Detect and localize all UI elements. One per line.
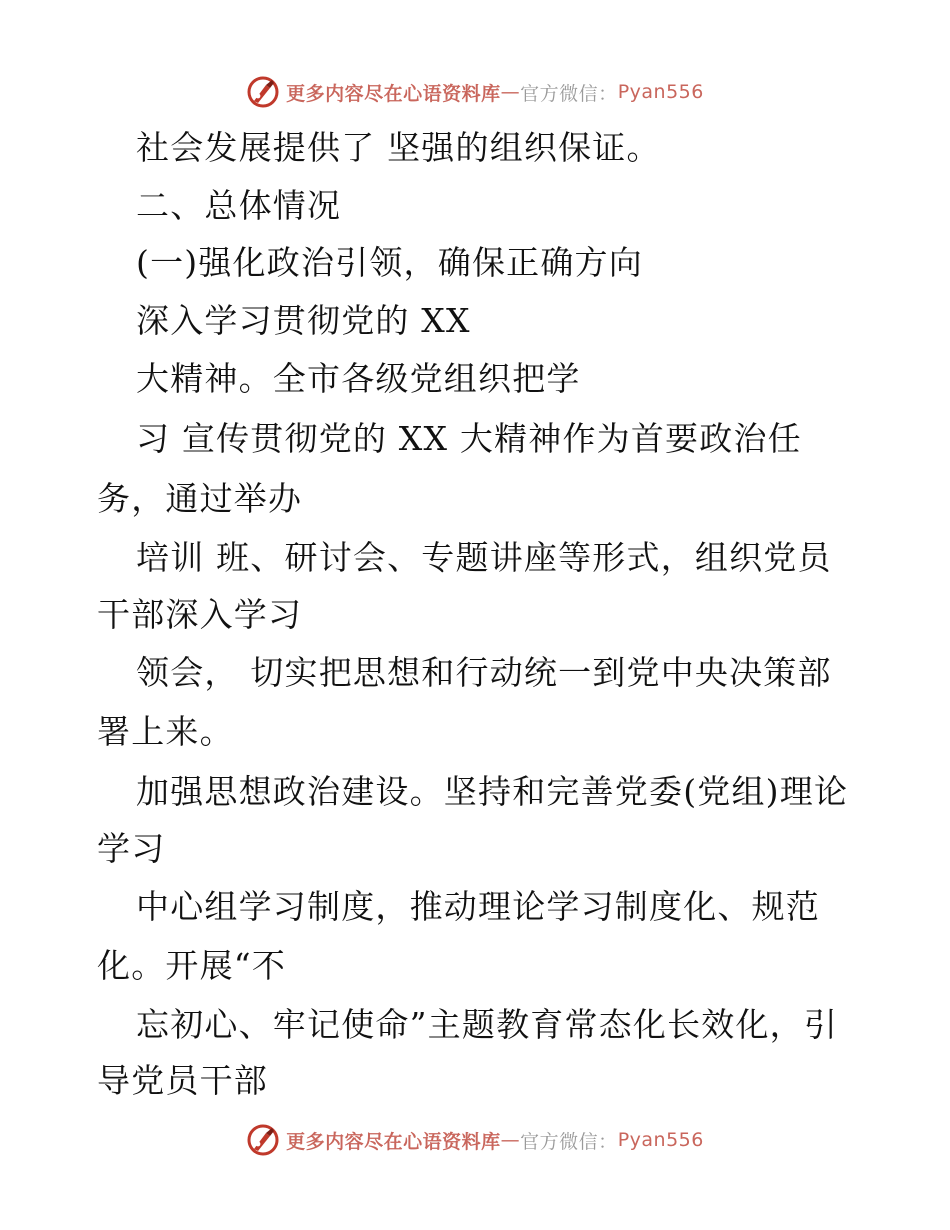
watermark-separator: —	[500, 81, 521, 103]
text-line: 忘初心、牢记使命”主题教育常态化长效化，引	[136, 1005, 839, 1044]
brand-logo-icon	[246, 1123, 280, 1157]
text-line: 务，通过举办	[97, 479, 303, 518]
text-line: 领会， 切实把思想和行动统一到党中央决策部	[136, 653, 832, 692]
text-line: 干部深入学习	[97, 595, 303, 634]
watermark-brand: 更多内容尽在心语资料库	[286, 1130, 501, 1153]
watermark-account: Pyan556	[617, 1129, 704, 1151]
watermark-label: 官方微信：	[520, 1130, 618, 1153]
subsection-heading: (一)强化政治引领，确保正确方向	[136, 243, 643, 282]
watermark-separator: —	[500, 1129, 521, 1151]
text-line: 学习	[97, 829, 166, 868]
section-heading: 二、总体情况	[136, 186, 342, 225]
text-line: 社会发展提供了 坚强的组织保证。	[136, 128, 661, 167]
text-line: 习 宣传贯彻党的 XX 大精神作为首要政治任	[136, 419, 802, 458]
text-line: 导党员干部	[97, 1061, 268, 1100]
text-line: 署上来。	[97, 712, 234, 751]
text-line: 中心组学习制度，推动理论学习制度化、规范	[136, 887, 820, 926]
text-line: 深入学习贯彻党的 XX	[136, 301, 471, 340]
text-line: 培训 班、研讨会、专题讲座等形式，组织党员	[136, 538, 832, 577]
text-line: 化。开展“不	[97, 946, 287, 985]
watermark-label: 官方微信：	[520, 82, 618, 105]
watermark-brand: 更多内容尽在心语资料库	[286, 82, 501, 105]
text-line: 加强思想政治建设。坚持和完善党委(党组)理论	[136, 772, 849, 811]
footer-watermark	[0, 1120, 950, 1160]
watermark-account: Pyan556	[617, 81, 704, 103]
text-line: 大精神。全市各级党组织把学	[136, 359, 581, 398]
